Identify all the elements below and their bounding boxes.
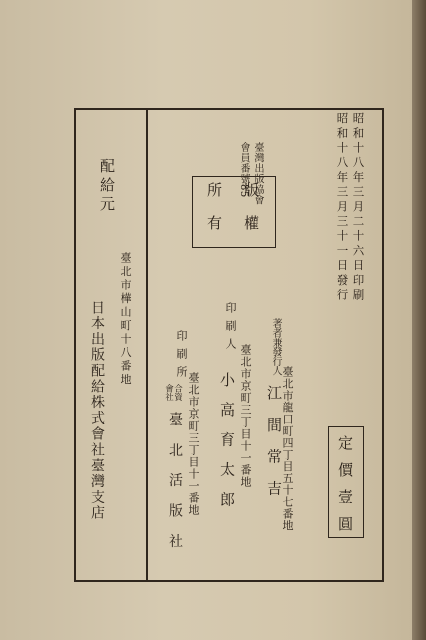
printing-office-name: 臺 北 活 版 社	[167, 412, 183, 554]
author-address: 臺北市龍口町四丁目五十七番地	[281, 366, 294, 532]
printing-office-address: 臺北市京町三丁目十一番地	[187, 372, 200, 516]
distributor-name: 日本出版配給株式會社臺灣支店	[89, 300, 105, 522]
print-date: 昭和十八年三月二十六日印刷	[351, 112, 366, 304]
author-name: 江 間 常 吉	[265, 385, 283, 502]
company-type-2: 會社	[163, 384, 174, 401]
copyright-text-1: 版權	[242, 182, 260, 248]
issue-date: 昭和十八年三月三十一日發行	[335, 112, 350, 304]
author-label: 著者兼發行人	[270, 318, 281, 375]
company-type-1: 合資	[172, 384, 183, 401]
member-number: 會員番號85	[238, 142, 249, 198]
distributor-address: 臺北市樺山町十八番地	[119, 252, 132, 387]
frame-divider	[146, 110, 148, 580]
copyright-text-2: 所有	[205, 182, 223, 248]
printer-address: 臺北市京町三丁目十一番地	[239, 344, 252, 488]
association-name: 臺灣出版協會	[252, 142, 263, 205]
price-text: 定價壹圓	[336, 435, 354, 543]
printer-label: 印刷人	[224, 302, 237, 356]
book-spine	[412, 0, 426, 640]
distributor-label: 配給元	[98, 158, 116, 215]
printing-office-label: 印刷所	[175, 330, 188, 384]
printer-name: 小 高 育 太 郎	[218, 372, 236, 512]
